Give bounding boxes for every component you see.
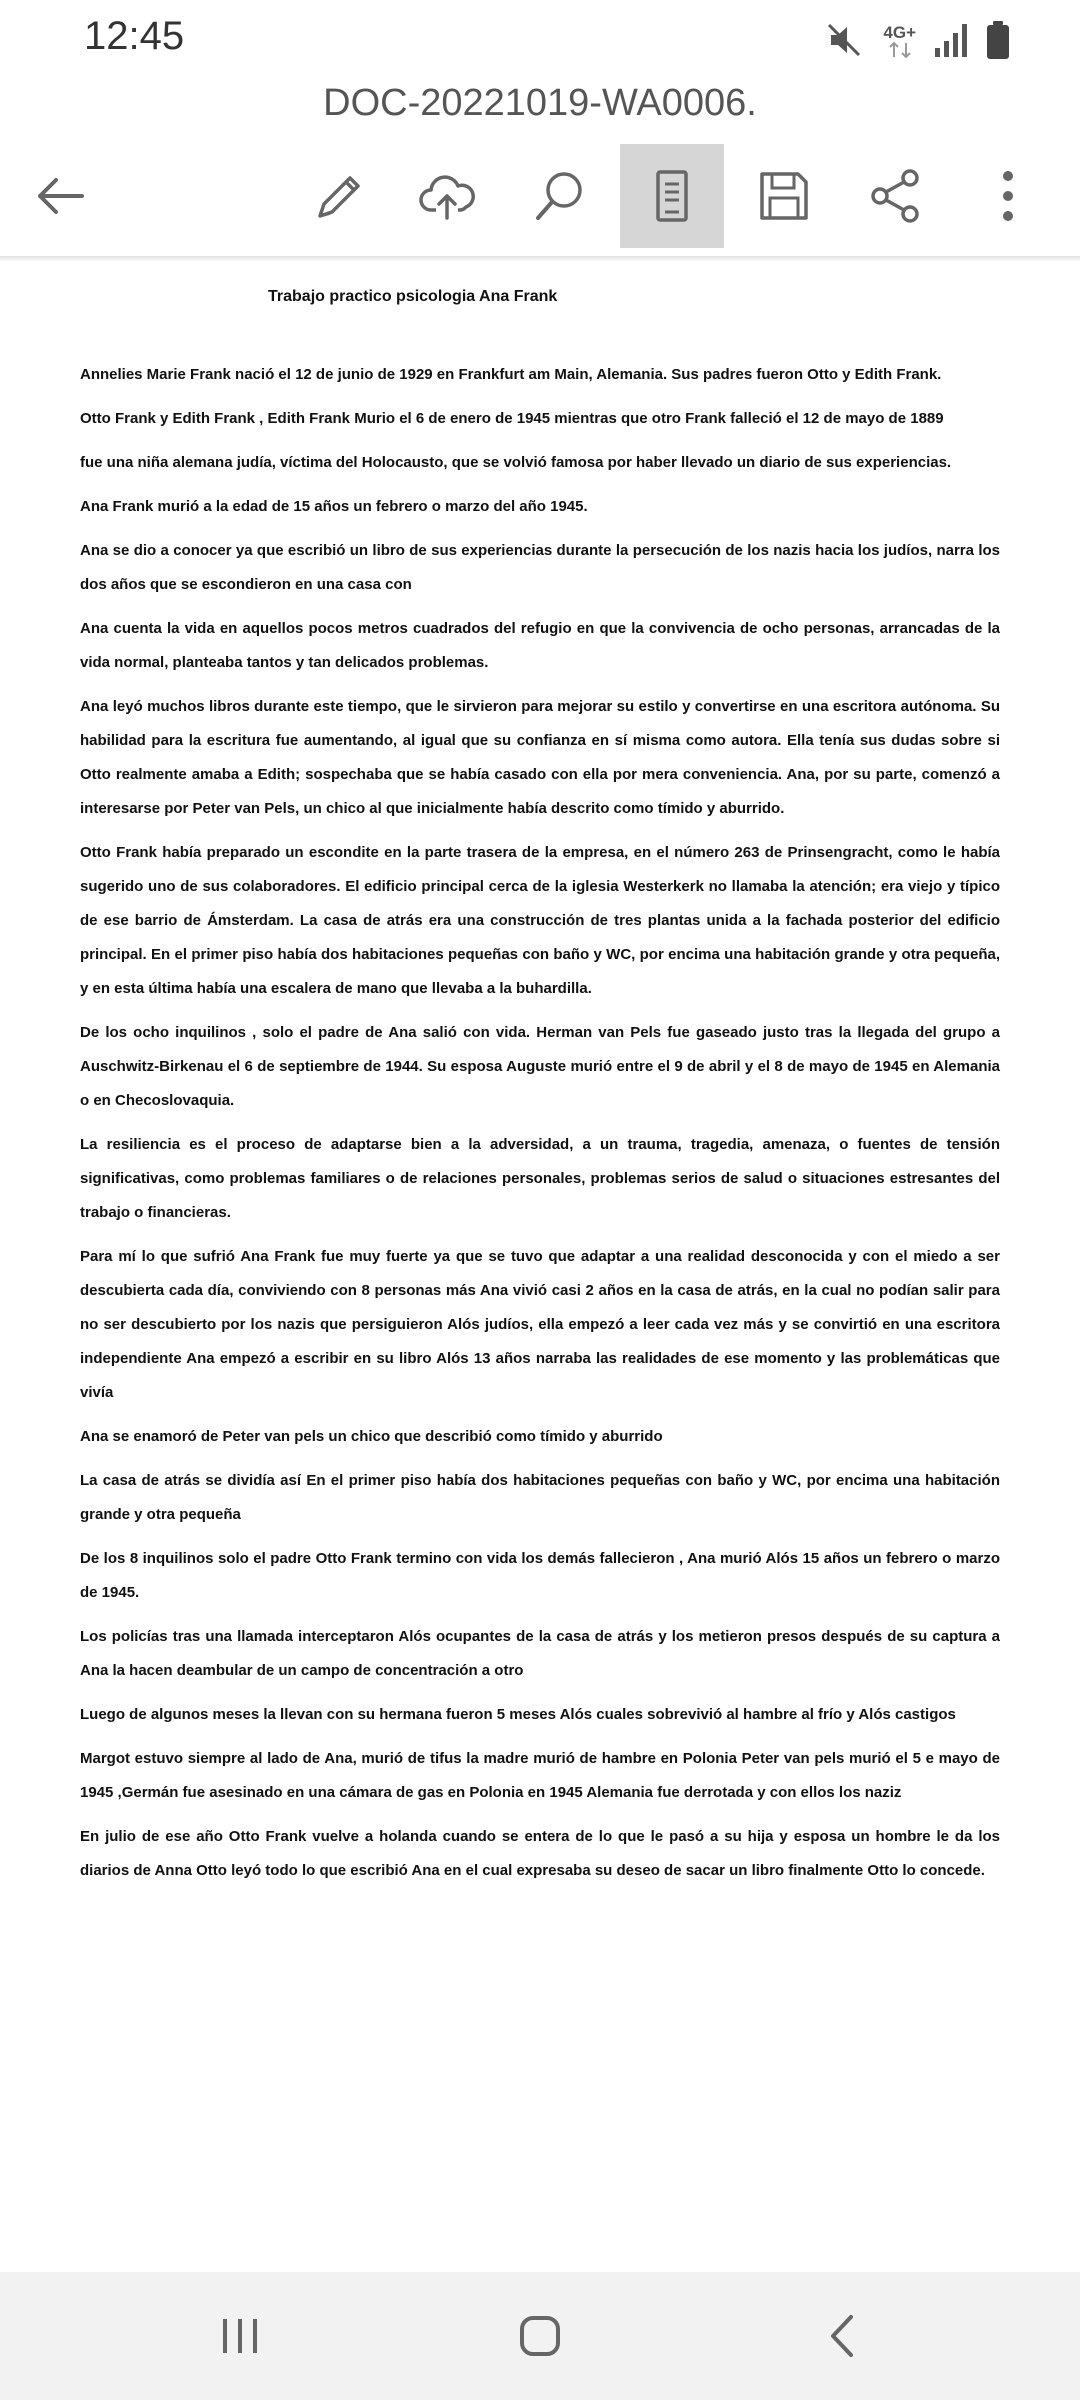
- mute-icon: [825, 20, 865, 65]
- save-icon: [754, 166, 814, 226]
- pencil-icon: [308, 166, 368, 226]
- toolbar: [0, 144, 1080, 256]
- document-paragraph: Ana leyó muchos libros durante este tiempo, que le sirvieron para mejorar su estilo y convertirse en una escritora autónoma. Su habilidad para la escritura fue aumentando, al igual que su confianza en sí misma como autora. Ella tenía sus dudas sobre si Otto realmente amaba a Edith; sospechaba que se había casado con ella por mera conveniencia. Ana, por su parte, comenzó a interesarse por Peter van Pels, un chico al que inicialmente había descrito como tímido y aburrido.: [80, 698, 1000, 817]
- share-icon: [866, 166, 926, 226]
- document-paragraph: De los 8 inquilinos solo el padre Otto Frank termino con vida los demás fallecieron , Ana murió Alós 15 años un febrero o marzo de 1945.: [80, 1550, 1000, 1601]
- network-arrows-icon: [883, 25, 916, 59]
- status-icons: [825, 20, 1010, 64]
- document-viewer[interactable]: [0, 262, 1080, 2272]
- document-paragraph: De los ocho inquilinos , solo el padre de Ana salió con vida. Herman van Pels fue gaseado justo tras la llegada del grupo a Auschwitz-Birkenau el 6 de septiembre de 1944. Su esposa Auguste murió entre el 9 de abril y el 8 de mayo de 1945 en Alemania o en Checoslovaquia.: [80, 1024, 1000, 1109]
- document-paragraph: Ana se enamoró de Peter van pels un chico que describió como tímido y aburrido: [80, 1428, 663, 1445]
- document-paragraph: Ana cuenta la vida en aquellos pocos metros cuadrados del refugio en que la convivencia de ocho personas, arrancadas de la vida normal, planteaba tantos y tan delicados problemas.: [80, 620, 1000, 671]
- document-paragraph: Otto Frank y Edith Frank , Edith Frank Murio el 6 de enero de 1945 mientras que otro Frank falleció el 12 de mayo de 1889: [80, 410, 944, 427]
- more-options-button[interactable]: [956, 144, 1060, 248]
- document-paragraph: Para mí lo que sufrió Ana Frank fue muy fuerte ya que se tuvo que adaptar a una realidad desconocida y con el miedo a ser descubierta cada día, conviviendo con 8 personas más Ana vivió casi 2 años en la casa de atrás, en la cual no podían salir para no ser descubierto por los nazis que persiguieron Alós judíos, ella empezó a leer cada vez más y se convirtió en una escritora independiente Ana empezó a escribir en su libro Alós 13 años narraba las realidades de ese momento y las problemáticas que vivía: [80, 1248, 1000, 1401]
- document-paragraph: Ana se dio a conocer ya que escribió un libro de sus experiencias durante la persecución de los nazis hacia los judíos, narra los dos años que se escondieron en una casa con: [80, 542, 1000, 593]
- search-icon: [530, 166, 590, 226]
- document-paragraph: La casa de atrás se dividía así En el primer piso había dos habitaciones pequeñas con baño y WC, por encima una habitación grande y otra pequeña: [80, 1472, 1000, 1523]
- mobile-view-icon: [642, 166, 702, 226]
- back-arrow-icon: [30, 166, 90, 226]
- document-title: DOC-20221019-WA0006.: [323, 82, 757, 124]
- share-button[interactable]: [844, 144, 948, 248]
- nav-back-button[interactable]: [784, 2294, 904, 2378]
- document-heading: Trabajo practico psicologia Ana Frank: [268, 288, 558, 305]
- navigation-bar: [0, 2272, 1080, 2400]
- mobile-view-button[interactable]: [620, 144, 724, 248]
- home-button[interactable]: [480, 2294, 600, 2378]
- document-paragraph: Otto Frank había preparado un escondite en la parte trasera de la empresa, en el número 263 de Prinsengracht, como le había sugerido uno de sus colaboradores. El edificio principal cerca de la iglesia Westerkerk no llamaba la atención; era viejo y típico de ese barrio de Ámsterdam. La casa de atrás era una construcción de tres plantas unida a la fachada posterior del edificio principal. En el primer piso había dos habitaciones pequeñas con baño y WC, por encima una habitación grande y otra pequeña, y en esta última había una escalera de mano que llevaba a la buhardilla.: [80, 844, 1000, 997]
- status-time: 12:45: [84, 14, 185, 58]
- upload-button[interactable]: [396, 144, 500, 248]
- back-button[interactable]: [8, 144, 112, 248]
- recent-apps-icon: [215, 2311, 265, 2361]
- more-options-icon: [993, 166, 1023, 226]
- document-paragraph: Annelies Marie Frank nació el 12 de junio de 1929 en Frankfurt am Main, Alemania. Sus padres fueron Otto y Edith Frank.: [80, 366, 942, 383]
- battery-icon: [986, 20, 1010, 65]
- cloud-upload-icon: [416, 166, 480, 226]
- signal-icon: [934, 22, 968, 63]
- document-paragraph: Los policías tras una llamada interceptaron Alós ocupantes de la casa de atrás y los metieron presos después de su captura a Ana la hacen deambular de un campo de concentración a otro: [80, 1628, 1000, 1679]
- search-button[interactable]: [508, 144, 612, 248]
- document-paragraph: fue una niña alemana judía, víctima del Holocausto, que se volvió famosa por haber llevado un diario de sus experiencias.: [80, 454, 952, 471]
- recent-apps-button[interactable]: [180, 2294, 300, 2378]
- save-button[interactable]: [732, 144, 836, 248]
- document-paragraph: En julio de ese año Otto Frank vuelve a holanda cuando se entera de lo que le pasó a su hija y esposa un hombre le da los diarios de Anna Otto leyó todo lo que escribió Ana en el cual expresaba su deseo de sacar un libro finalmente Otto lo concede.: [80, 1828, 1000, 1879]
- edit-button[interactable]: [286, 144, 390, 248]
- home-icon: [515, 2311, 565, 2361]
- nav-back-icon: [819, 2311, 869, 2361]
- document-body: [80, 358, 1000, 1898]
- status-bar: [0, 0, 1080, 80]
- document-paragraph: Margot estuvo siempre al lado de Ana, murió de tifus la madre murió de hambre en Polonia Peter van pels murió el 5 e mayo de 1945 ,Germán fue asesinado en una cámara de gas en Polonia en 1945 Alemania fue derrotada y con ellos los naziz: [80, 1750, 1000, 1801]
- document-paragraph: Ana Frank murió a la edad de 15 años un febrero o marzo del año 1945.: [80, 498, 588, 515]
- document-paragraph: Luego de algunos meses la llevan con su hermana fueron 5 meses Alós cuales sobrevivió al hambre al frío y Alós castigos: [80, 1706, 956, 1723]
- document-paragraph: La resiliencia es el proceso de adaptarse bien a la adversidad, a un trauma, tragedia, amenaza, o fuentes de tensión significativas, como problemas familiares o de relaciones personales, problemas serios de salud o situaciones estresantes del trabajo o financieras.: [80, 1136, 1000, 1221]
- network-type-label: 4G+: [883, 23, 916, 42]
